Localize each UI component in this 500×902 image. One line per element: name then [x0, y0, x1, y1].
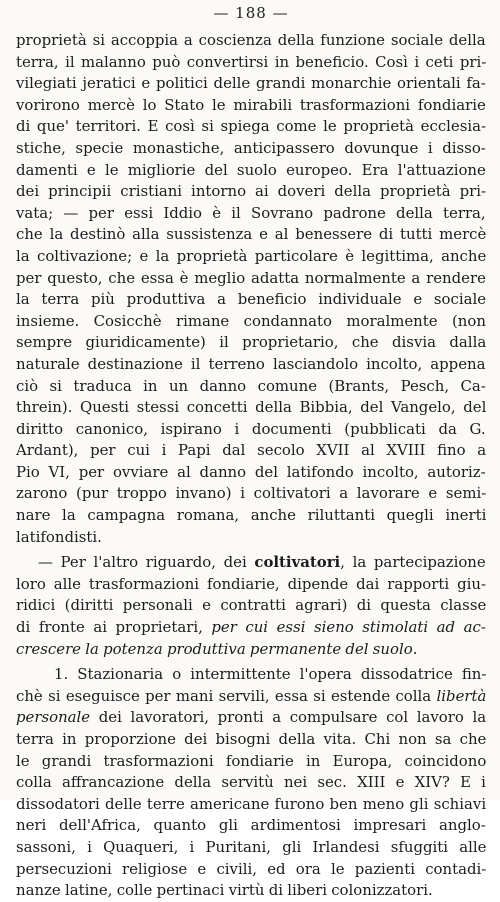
italic-run: libertà — [436, 686, 486, 705]
text-run: . — [412, 639, 418, 658]
text-line: nanze latine, colle pertinaci virtù di liberi colonizzatori. — [16, 881, 433, 900]
text-line: naturale destinazione il terreno lasciandolo incolto, appena — [16, 354, 486, 373]
paragraph-2 — [16, 552, 486, 660]
text-line: ciò si traduca in un danno comune (Brants, Pesch, Ca- — [16, 376, 486, 395]
text-line: la terra più produttiva a beneficio individuale e sociale — [16, 290, 486, 309]
text-line: terra in proporzione dei bisogni della vita. Chi non sa che — [16, 730, 486, 748]
text-line: la coltivazione; e la proprietà particolare è legittima, anche — [16, 246, 486, 265]
text-line: 1. Stazionaria o intermittente l'opera dissodatrice fin- — [54, 665, 486, 684]
text-line: ridici (diritti personali e contratti agrari) di questa classe — [16, 596, 486, 615]
text-line — [16, 617, 486, 639]
text-line: dissodatori delle terre americane furono ben meno gli schiavi — [16, 794, 486, 813]
text-line: threin). Questi stessi concetti della Bibbia, del Vangelo, del — [16, 398, 486, 417]
text-line: vorirono mercè lo Stato le mirabili trasformazioni fondiarie — [16, 95, 486, 114]
text-line: persecuzioni religiose e civili, ed ora le pazienti contadi- — [16, 859, 486, 878]
text-line — [16, 639, 486, 661]
text-line: damenti e le migliorie del suolo europeo. Era l'attuazione — [16, 160, 486, 179]
text-line: sassoni, i Quaqueri, i Puritani, gli Irlandesi sfuggiti alle — [16, 837, 486, 856]
text-line: terra, il malanno può convertirsi in beneficio. Così i ceti pri- — [16, 52, 486, 71]
text-line: zarono (pur troppo invano) i coltivatori a lavorare e semi- — [16, 484, 486, 503]
text-line: stiche, specie monastiche, anticipassero dovunque i disso- — [16, 138, 486, 157]
text-line: proprietà si accoppia a coscienza della funzione sociale della — [16, 31, 486, 49]
text-line: colla affrancazione della servitù nei sec. XIII e XIV? E i — [16, 773, 486, 792]
text-line: dei principii cristiani intorno ai doveri della proprietà pri- — [16, 182, 486, 201]
text-line: Pio VI, per ovviare al danno del latifondo incolto, autoriz- — [16, 462, 486, 481]
text-line: diritto canonico, ispirano i documenti (pubblicati da G. — [16, 419, 486, 438]
text-line — [16, 552, 486, 574]
text-line: nare la campagna romana, anche riluttanti quegli inerti — [16, 506, 486, 525]
text-line: loro alle trasformazioni fondiarie, dipende dai rapporti giu- — [16, 574, 486, 593]
text-line: di que' territori. E così si spiega come le proprietà ecclesia- — [16, 117, 486, 136]
text-run: dei lavoratori, pronti a compulsare col lavoro la — [90, 708, 486, 727]
text-line: le grandi trasformazioni fondiarie in Europa, coincidono — [16, 751, 486, 770]
italic-run: personale — [16, 708, 91, 727]
page-body — [16, 30, 486, 902]
text-line: insieme. Cosicchè rimane condannato moralmente (non — [16, 311, 486, 330]
text-line: vata; — per essi Iddio è il Sovrano padrone della terra, — [16, 203, 486, 222]
text-line: vilegiati jeratici e politici delle grandi monarchie orientali fa- — [16, 74, 486, 93]
text-run: — Per l'altro riguardo, dei — [38, 553, 255, 572]
page-number: — 188 — — [213, 4, 289, 22]
bold-term: coltivatori — [254, 553, 341, 572]
text-run: di fronte ai proprietari, — [16, 618, 212, 637]
text-line: che la destinò alla sussistenza e al benessere di tutti mercè — [16, 225, 486, 244]
text-line: neri dell'Africa, quanto gli ardimentosi impresari anglo- — [16, 816, 486, 835]
text-run: chè si eseguisce per mani servili, essa si estende colla — [16, 686, 437, 705]
italic-run: crescere la potenza produttiva permanente del suolo — [16, 639, 413, 658]
paragraph-3 — [16, 664, 486, 902]
text-line: per questo, che essa è meglio adatta normalmente a rendere — [16, 268, 486, 287]
text-line: Ardant), per cui i Papi dal secolo XVII al XVIII fino a — [16, 441, 486, 460]
text-line: sempre giuridicamente) il proprietario, che disvia dalla — [16, 333, 486, 352]
text-line: latifondisti. — [16, 527, 102, 546]
text-line — [16, 686, 486, 708]
paragraph-1 — [16, 30, 486, 548]
text-line — [16, 707, 486, 729]
italic-run: per cui essi sieno stimolati ad ac- — [211, 618, 486, 637]
text-run: , la partecipazione — [340, 553, 486, 572]
